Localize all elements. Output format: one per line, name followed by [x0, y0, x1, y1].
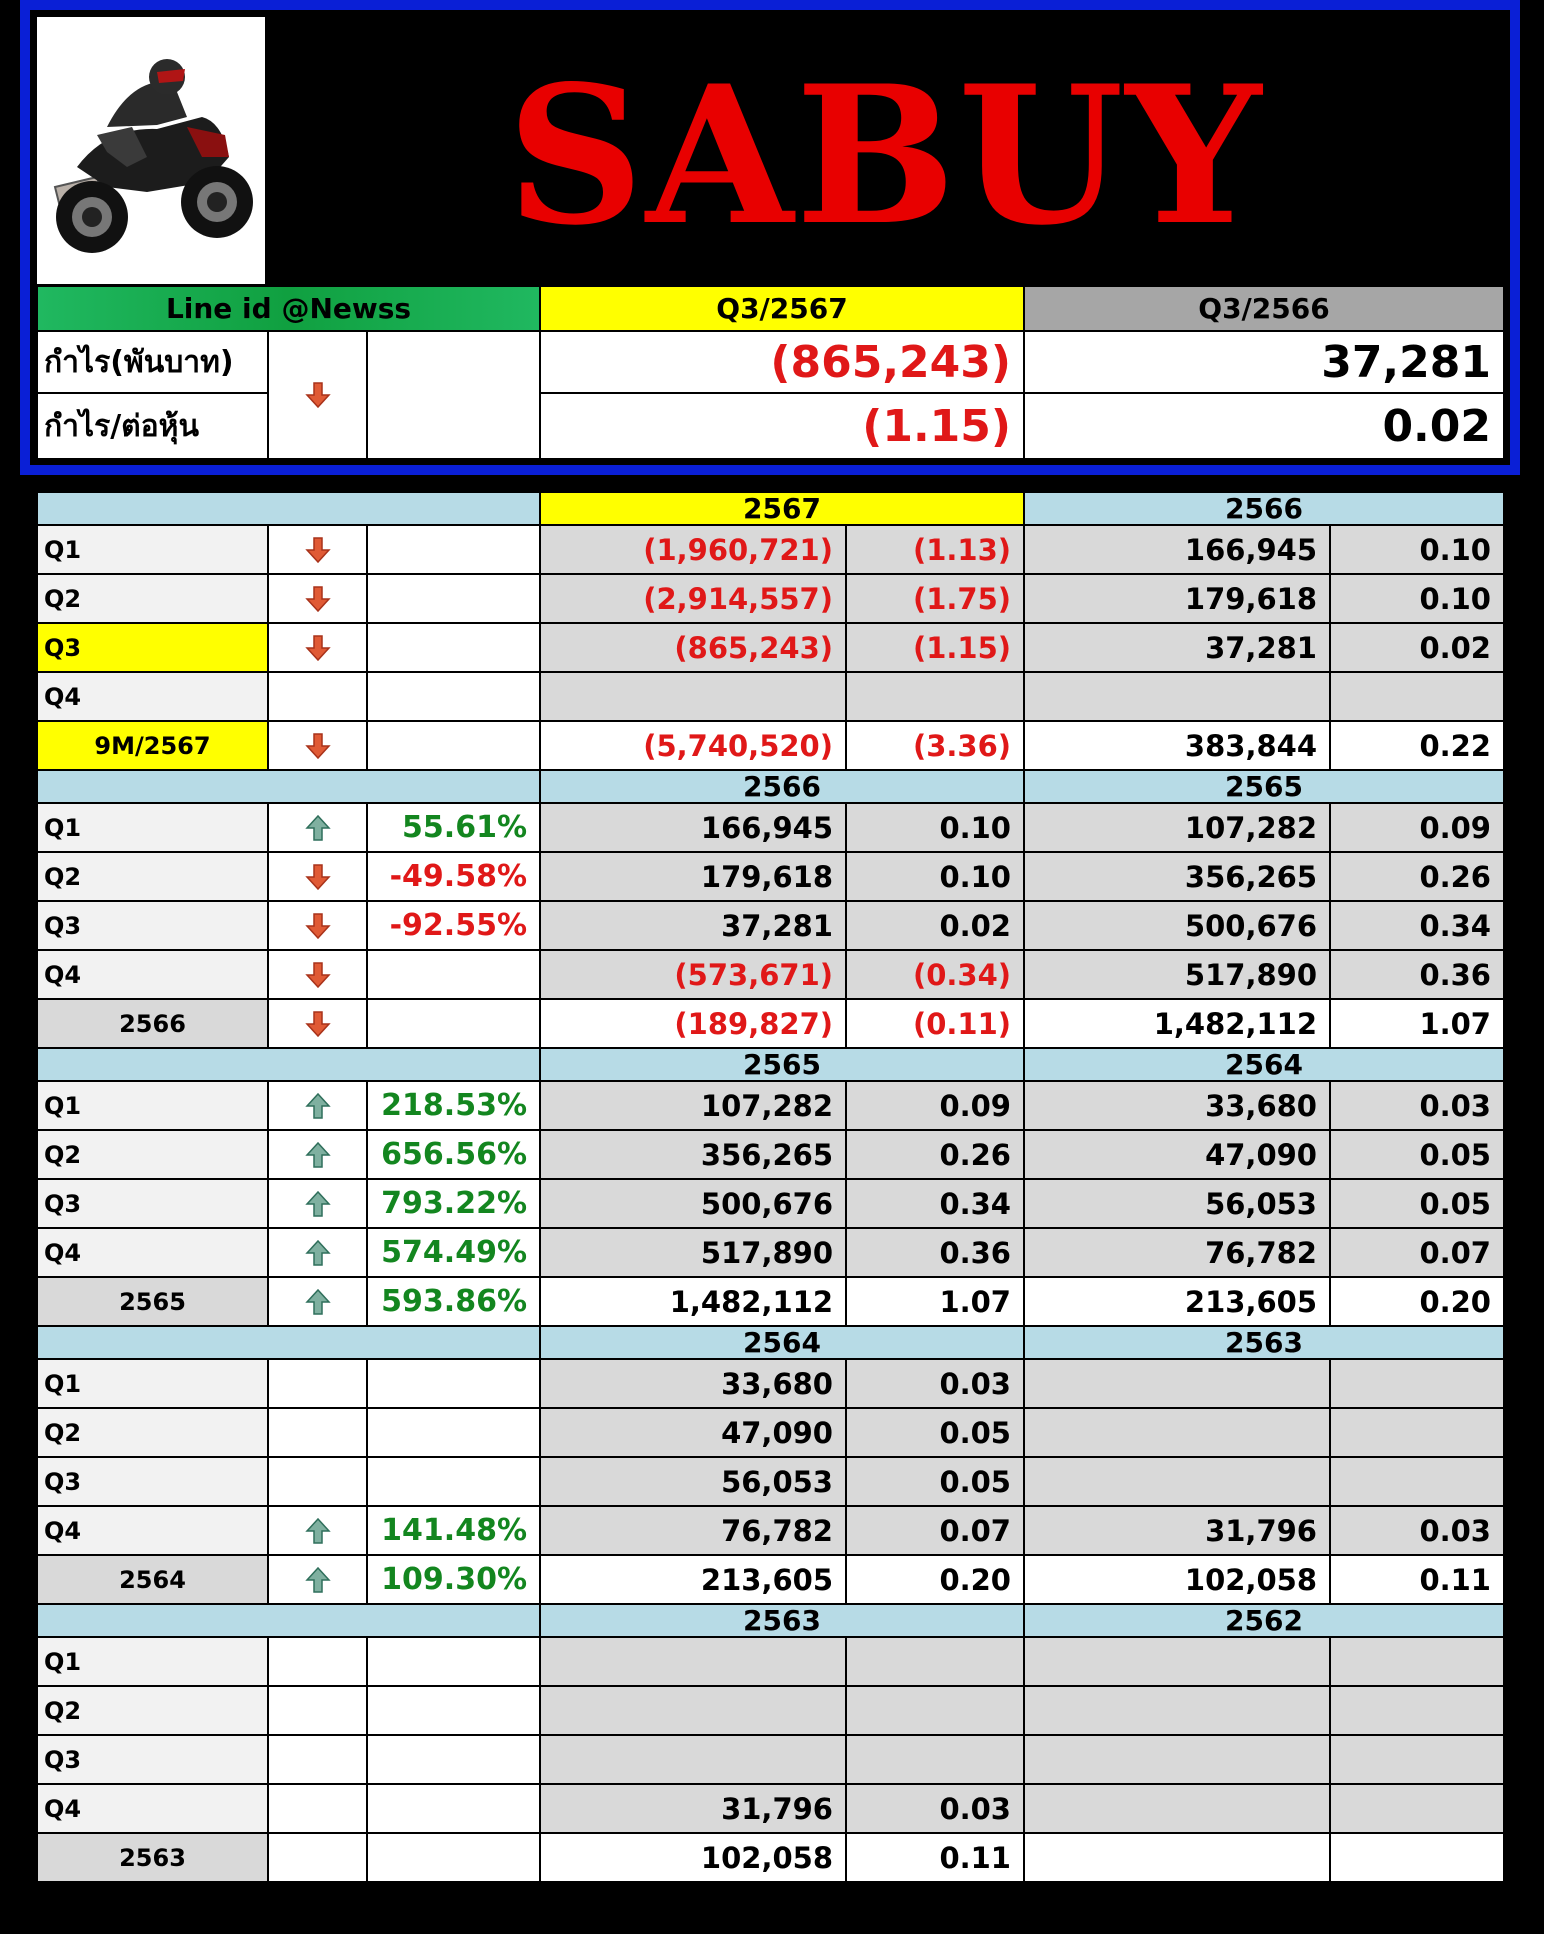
row-eps-previous [1330, 1637, 1504, 1686]
row-trend [268, 1081, 367, 1130]
row-eps-current: 0.10 [846, 803, 1024, 852]
row-eps-previous: 0.09 [1330, 803, 1504, 852]
row-change-percent [367, 950, 540, 999]
row-profit-previous: 102,058 [1024, 1555, 1330, 1604]
row-change-percent [367, 1833, 540, 1882]
row-change-percent [367, 1637, 540, 1686]
row-eps-current: 0.07 [846, 1506, 1024, 1555]
section-header-spacer [37, 1326, 540, 1359]
arrow-down-icon [303, 633, 333, 663]
row-quarter-label: Q4 [37, 1506, 268, 1555]
section-year-current: 2565 [540, 1048, 1024, 1081]
arrow-up-icon [303, 1287, 333, 1317]
row-profit-current: 500,676 [540, 1179, 846, 1228]
row-profit-previous [1024, 1637, 1330, 1686]
row-eps-previous: 0.03 [1330, 1081, 1504, 1130]
row-change-percent: 574.49% [367, 1228, 540, 1277]
row-change-percent [367, 1735, 540, 1784]
row-trend [268, 901, 367, 950]
row-trend [268, 1686, 367, 1735]
header-col-previous: Q3/2566 [1024, 286, 1504, 331]
row-eps-current: 0.03 [846, 1359, 1024, 1408]
row-eps-previous: 0.34 [1330, 901, 1504, 950]
row-profit-current: 1,482,112 [540, 1277, 846, 1326]
row-profit-previous: 47,090 [1024, 1130, 1330, 1179]
row-quarter-label: Q3 [37, 1457, 268, 1506]
arrow-up-icon [303, 1189, 333, 1219]
row-profit-previous: 213,605 [1024, 1277, 1330, 1326]
arrow-up-icon [303, 1565, 333, 1595]
row-profit-previous: 37,281 [1024, 623, 1330, 672]
row-eps-previous [1330, 1833, 1504, 1882]
row-quarter-label: Q1 [37, 803, 268, 852]
row-eps-previous: 0.36 [1330, 950, 1504, 999]
row-profit-previous: 383,844 [1024, 721, 1330, 770]
row-eps-previous: 0.22 [1330, 721, 1504, 770]
row-eps-previous: 0.10 [1330, 574, 1504, 623]
row-profit-previous: 33,680 [1024, 1081, 1330, 1130]
motorcycle-logo [37, 17, 265, 284]
row-profit-current: 107,282 [540, 1081, 846, 1130]
row-trend [268, 1457, 367, 1506]
row-change-percent: 55.61% [367, 803, 540, 852]
row-profit-current: 179,618 [540, 852, 846, 901]
row-profit-current: (2,914,557) [540, 574, 846, 623]
row-eps-previous: 0.26 [1330, 852, 1504, 901]
row-eps-current: 1.07 [846, 1277, 1024, 1326]
row-profit-current [540, 1686, 846, 1735]
row-trend [268, 1555, 367, 1604]
row-profit-previous: 517,890 [1024, 950, 1330, 999]
row-profit-current [540, 1735, 846, 1784]
row-eps-previous: 0.10 [1330, 525, 1504, 574]
row-profit-previous [1024, 1833, 1330, 1882]
motorcycle-rider-icon [37, 17, 265, 284]
row-change-percent: 109.30% [367, 1555, 540, 1604]
row-trend [268, 623, 367, 672]
row-profit-previous [1024, 1784, 1330, 1833]
header-profit-current: (865,243) [540, 331, 1024, 393]
section-header-spacer [37, 1048, 540, 1081]
row-change-percent: 656.56% [367, 1130, 540, 1179]
row-change-percent [367, 999, 540, 1048]
row-profit-current: 517,890 [540, 1228, 846, 1277]
row-quarter-label: Q1 [37, 1081, 268, 1130]
section-year-current: 2563 [540, 1604, 1024, 1637]
arrow-down-icon [303, 731, 333, 761]
row-change-percent: 593.86% [367, 1277, 540, 1326]
brand-title: SABUY [506, 43, 1264, 267]
row-profit-current: 102,058 [540, 1833, 846, 1882]
row-total-label: 9M/2567 [37, 721, 268, 770]
row-eps-previous [1330, 1408, 1504, 1457]
header-trend [268, 331, 367, 459]
row-quarter-label: Q4 [37, 1228, 268, 1277]
row-eps-current [846, 1637, 1024, 1686]
row-profit-current: 213,605 [540, 1555, 846, 1604]
row-trend [268, 852, 367, 901]
row-eps-current [846, 672, 1024, 721]
profit-label: กำไร(พันบาท) [37, 331, 268, 393]
row-eps-current: (3.36) [846, 721, 1024, 770]
arrow-down-icon [303, 862, 333, 892]
row-change-percent: -49.58% [367, 852, 540, 901]
row-trend [268, 1228, 367, 1277]
row-eps-current: 0.09 [846, 1081, 1024, 1130]
row-eps-previous: 1.07 [1330, 999, 1504, 1048]
row-eps-current [846, 1686, 1024, 1735]
row-trend [268, 721, 367, 770]
row-quarter-label: Q2 [37, 574, 268, 623]
header-profit-previous: 37,281 [1024, 331, 1504, 393]
row-trend [268, 999, 367, 1048]
row-trend [268, 1784, 367, 1833]
arrow-down-icon [303, 1009, 333, 1039]
header-change-empty [367, 331, 540, 459]
arrow-up-icon [303, 1091, 333, 1121]
row-quarter-label: Q2 [37, 852, 268, 901]
row-quarter-label: Q2 [37, 1686, 268, 1735]
row-quarter-label: Q1 [37, 525, 268, 574]
row-profit-current [540, 1637, 846, 1686]
row-change-percent [367, 1784, 540, 1833]
row-eps-previous: 0.07 [1330, 1228, 1504, 1277]
arrow-up-icon [303, 1238, 333, 1268]
row-quarter-label: Q4 [37, 1784, 268, 1833]
row-profit-previous: 31,796 [1024, 1506, 1330, 1555]
row-profit-current: 76,782 [540, 1506, 846, 1555]
row-eps-current [846, 1735, 1024, 1784]
row-trend [268, 803, 367, 852]
row-change-percent [367, 672, 540, 721]
row-eps-current: 0.05 [846, 1457, 1024, 1506]
row-profit-previous: 500,676 [1024, 901, 1330, 950]
row-profit-current: (865,243) [540, 623, 846, 672]
section-year-previous: 2565 [1024, 770, 1504, 803]
row-change-percent [367, 1457, 540, 1506]
arrow-up-icon [303, 1516, 333, 1546]
row-trend [268, 525, 367, 574]
row-eps-current: (0.34) [846, 950, 1024, 999]
row-eps-previous: 0.11 [1330, 1555, 1504, 1604]
row-eps-current: 0.26 [846, 1130, 1024, 1179]
row-trend [268, 1408, 367, 1457]
row-profit-current: (1,960,721) [540, 525, 846, 574]
row-profit-previous [1024, 1359, 1330, 1408]
row-profit-current: 356,265 [540, 1130, 846, 1179]
row-profit-current: 33,680 [540, 1359, 846, 1408]
row-trend [268, 1359, 367, 1408]
row-eps-current: 0.34 [846, 1179, 1024, 1228]
section-year-previous: 2563 [1024, 1326, 1504, 1359]
section-year-previous: 2566 [1024, 492, 1504, 525]
row-change-percent [367, 574, 540, 623]
row-total-label: 2565 [37, 1277, 268, 1326]
row-trend [268, 1833, 367, 1882]
row-profit-current: 166,945 [540, 803, 846, 852]
row-change-percent: 141.48% [367, 1506, 540, 1555]
row-eps-previous [1330, 1686, 1504, 1735]
row-change-percent [367, 1359, 540, 1408]
row-eps-previous [1330, 1457, 1504, 1506]
row-eps-current: 0.10 [846, 852, 1024, 901]
row-eps-current: 0.03 [846, 1784, 1024, 1833]
row-total-label: 2563 [37, 1833, 268, 1882]
row-eps-previous [1330, 1784, 1504, 1833]
row-eps-previous [1330, 1735, 1504, 1784]
row-change-percent [367, 1408, 540, 1457]
row-profit-previous: 356,265 [1024, 852, 1330, 901]
section-year-current: 2567 [540, 492, 1024, 525]
row-profit-current: (5,740,520) [540, 721, 846, 770]
row-eps-previous: 0.03 [1330, 1506, 1504, 1555]
row-eps-current: 0.36 [846, 1228, 1024, 1277]
row-profit-current: 56,053 [540, 1457, 846, 1506]
row-quarter-label: Q4 [37, 672, 268, 721]
row-eps-previous: 0.05 [1330, 1179, 1504, 1228]
row-eps-current: (1.13) [846, 525, 1024, 574]
row-eps-current: 0.02 [846, 901, 1024, 950]
row-change-percent: -92.55% [367, 901, 540, 950]
row-eps-current: 0.05 [846, 1408, 1024, 1457]
row-quarter-label: Q2 [37, 1408, 268, 1457]
section-header-spacer [37, 492, 540, 525]
row-profit-previous: 107,282 [1024, 803, 1330, 852]
row-total-label: 2564 [37, 1555, 268, 1604]
row-trend [268, 1637, 367, 1686]
row-quarter-label: Q3 [37, 623, 268, 672]
row-trend [268, 1506, 367, 1555]
row-eps-current: 0.11 [846, 1833, 1024, 1882]
arrow-up-icon [303, 813, 333, 843]
arrow-down-icon [303, 584, 333, 614]
trend-down-icon [303, 380, 333, 410]
row-total-label: 2566 [37, 999, 268, 1048]
row-profit-current: (573,671) [540, 950, 846, 999]
row-trend [268, 950, 367, 999]
row-profit-previous [1024, 672, 1330, 721]
section-year-previous: 2564 [1024, 1048, 1504, 1081]
row-eps-previous: 0.05 [1330, 1130, 1504, 1179]
row-profit-current: 37,281 [540, 901, 846, 950]
row-profit-previous [1024, 1735, 1330, 1784]
row-quarter-label: Q2 [37, 1130, 268, 1179]
row-eps-current: 0.20 [846, 1555, 1024, 1604]
row-profit-current: 31,796 [540, 1784, 846, 1833]
row-profit-previous [1024, 1408, 1330, 1457]
row-profit-previous: 1,482,112 [1024, 999, 1330, 1048]
row-quarter-label: Q3 [37, 1735, 268, 1784]
row-profit-current [540, 672, 846, 721]
section-year-current: 2564 [540, 1326, 1024, 1359]
arrow-down-icon [303, 960, 333, 990]
row-eps-current: (1.75) [846, 574, 1024, 623]
row-change-percent [367, 721, 540, 770]
row-profit-previous: 76,782 [1024, 1228, 1330, 1277]
header-eps-previous: 0.02 [1024, 393, 1504, 459]
line-id-label: Line id @Newss [37, 286, 540, 331]
arrow-down-icon [303, 535, 333, 565]
row-trend [268, 1735, 367, 1784]
header-eps-current: (1.15) [540, 393, 1024, 459]
row-quarter-label: Q1 [37, 1359, 268, 1408]
row-profit-current: 47,090 [540, 1408, 846, 1457]
row-trend [268, 672, 367, 721]
row-quarter-label: Q4 [37, 950, 268, 999]
row-trend [268, 1179, 367, 1228]
row-change-percent [367, 525, 540, 574]
row-change-percent [367, 623, 540, 672]
row-eps-current: (1.15) [846, 623, 1024, 672]
row-profit-previous: 166,945 [1024, 525, 1330, 574]
section-year-current: 2566 [540, 770, 1024, 803]
row-quarter-label: Q3 [37, 901, 268, 950]
section-year-previous: 2562 [1024, 1604, 1504, 1637]
row-eps-previous [1330, 672, 1504, 721]
row-quarter-label: Q1 [37, 1637, 268, 1686]
row-trend [268, 574, 367, 623]
section-header-spacer [37, 1604, 540, 1637]
row-eps-current: (0.11) [846, 999, 1024, 1048]
header-col-current: Q3/2567 [540, 286, 1024, 331]
eps-label: กำไร/ต่อหุ้น [37, 393, 268, 459]
row-change-percent [367, 1686, 540, 1735]
arrow-down-icon [303, 911, 333, 941]
row-profit-previous [1024, 1457, 1330, 1506]
row-profit-current: (189,827) [540, 999, 846, 1048]
arrow-up-icon [303, 1140, 333, 1170]
row-trend [268, 1130, 367, 1179]
row-eps-previous [1330, 1359, 1504, 1408]
row-eps-previous: 0.02 [1330, 623, 1504, 672]
row-change-percent: 218.53% [367, 1081, 540, 1130]
section-header-spacer [37, 770, 540, 803]
row-profit-previous: 179,618 [1024, 574, 1330, 623]
row-eps-previous: 0.20 [1330, 1277, 1504, 1326]
row-trend [268, 1277, 367, 1326]
row-profit-previous: 56,053 [1024, 1179, 1330, 1228]
row-profit-previous [1024, 1686, 1330, 1735]
row-quarter-label: Q3 [37, 1179, 268, 1228]
row-change-percent: 793.22% [367, 1179, 540, 1228]
